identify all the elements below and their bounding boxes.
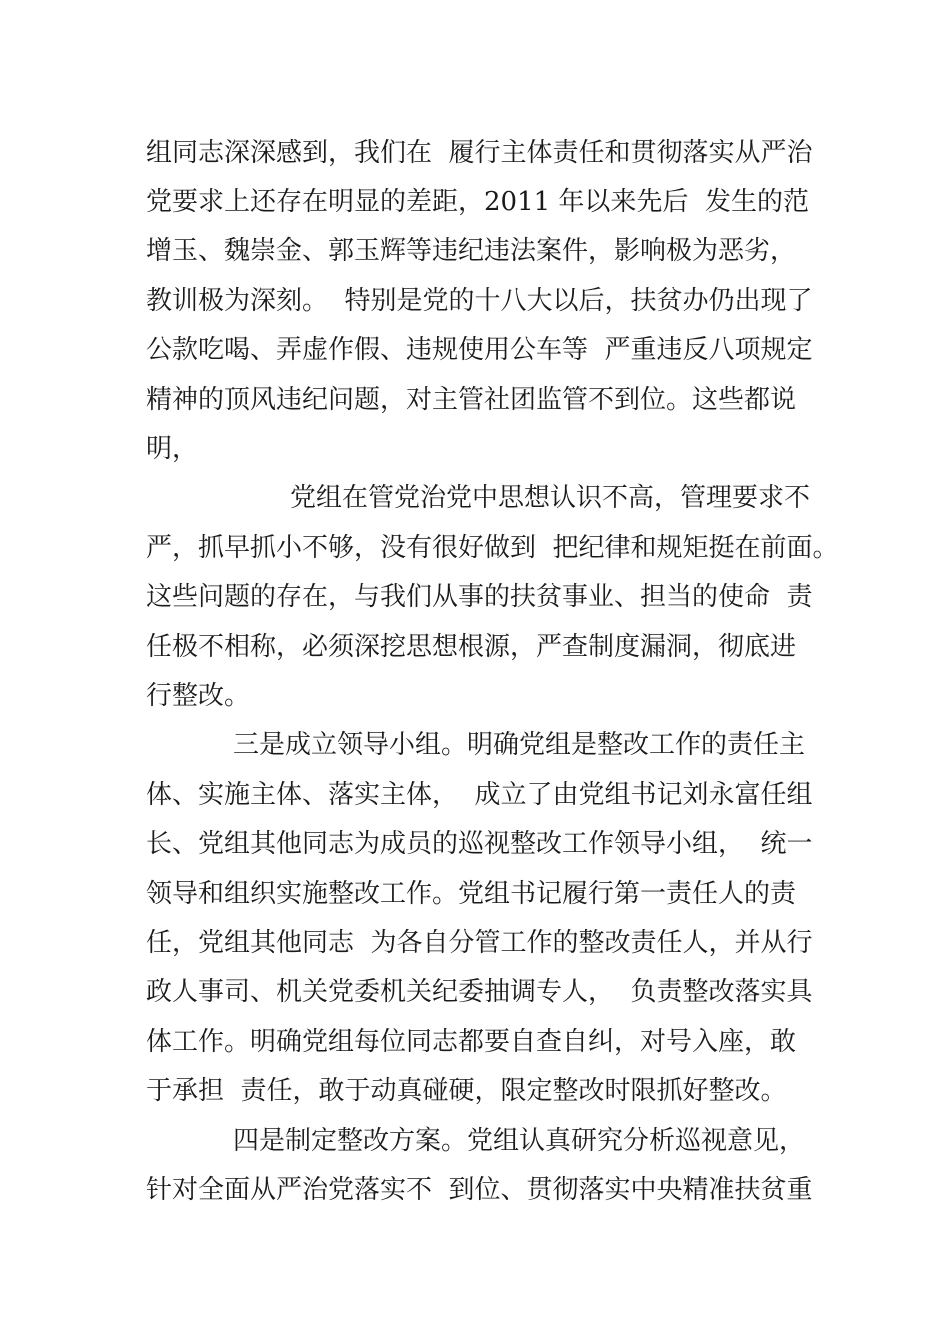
text-line: 党要求上还存在明显的差距，2011 年以来先后 发生的范 — [146, 187, 809, 217]
text-line: 组同志深深感到，我们在 履行主体责任和贯彻落实从严治 — [146, 138, 813, 168]
text-line: 行整改。 — [146, 681, 251, 711]
text-line: 严，抓早抓小不够，没有很好做到 把纪律和规矩挺在前面。 — [146, 533, 839, 563]
text-line: 长、党组其他同志为成员的巡视整改工作领导小组， 统一 — [146, 829, 813, 859]
text-line: 领导和组织实施整改工作。党组书记履行第一责任人的责 — [146, 879, 797, 909]
text-line: 精神的顶风违纪问题，对主管社团监管不到位。这些都说 — [146, 385, 797, 415]
text-line: 增玉、魏崇金、郭玉辉等违纪违法案件，影响极为恶劣， — [146, 236, 797, 266]
text-line: 这些问题的存在，与我们从事的扶贫事业、担当的使命 责 — [146, 582, 813, 612]
text-line: 政人事司、机关党委机关纪委抽调专人， 负责整改落实具 — [146, 977, 813, 1007]
paragraph-start-line: 党组在管党治党中思想认识不高，管理要求不 — [290, 483, 811, 513]
text-line: 于承担 责任，敢于动真碰硬，限定整改时限抓好整改。 — [146, 1076, 787, 1106]
text-line: 任，党组其他同志 为各自分管工作的整改责任人，并从行 — [146, 928, 813, 958]
paragraph-start-line: 三是成立领导小组。明确党组是整改工作的责任主 — [233, 730, 806, 760]
text-line: 公款吃喝、弄虚作假、违规使用公车等 严重违反八项规定 — [146, 335, 813, 365]
text-line: 教训极为深刻。 特别是党的十八大以后，扶贫办仍出现了 — [146, 286, 813, 316]
text-line: 体工作。明确党组每位同志都要自查自纠，对号入座，敢 — [146, 1027, 797, 1057]
paragraph-start-line: 四是制定整改方案。党组认真研究分析巡视意见， — [233, 1126, 806, 1156]
text-line: 任极不相称，必须深挖思想根源，严查制度漏洞，彻底进 — [146, 632, 797, 662]
text-line: 针对全面从严治党落实不 到位、贯彻落实中央精准扶贫重 — [146, 1175, 813, 1205]
text-line: 明， — [146, 434, 199, 464]
text-line: 体、实施主体、落实主体， 成立了由党组书记刘永富任组 — [146, 780, 813, 810]
